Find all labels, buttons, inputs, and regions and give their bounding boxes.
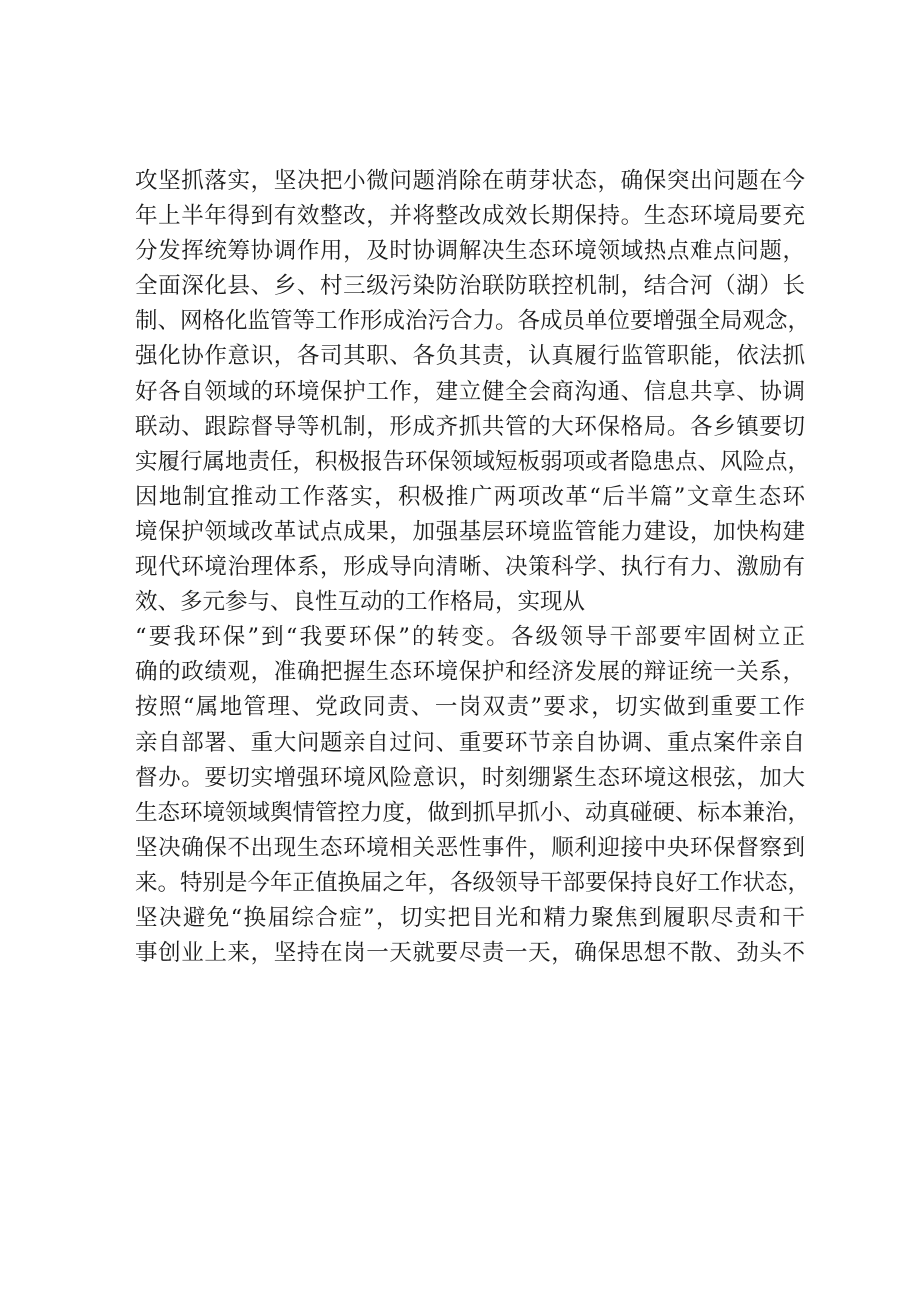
text-line: 因地制宜推动工作落实，积极推广两项改革“后半篇”文章生态环 — [135, 483, 805, 510]
text-line: 来。特别是今年正值换届之年，各级领导干部要保持良好工作状态， — [135, 869, 811, 896]
text-line: 好各自领域的环境保护工作，建立健全会商沟通、信息共享、协调 — [135, 378, 805, 405]
text-line: 实履行属地责任，积极报告环保领域短板弱项或者隐患点、风险点， — [135, 448, 811, 475]
text-line: “要我环保”到“我要环保”的转变。各级领导干部要牢固树立正 — [135, 624, 805, 651]
text-line: 事创业上来，坚持在岗一天就要尽责一天，确保思想不散、劲头不 — [135, 940, 805, 967]
text-line: 坚决避免“换届综合症”，切实把目光和精力聚焦到履职尽责和干 — [135, 904, 805, 931]
text-line: 境保护领域改革试点成果，加强基层环境监管能力建设，加快构建 — [135, 518, 805, 545]
text-line: 确的政绩观，准确把握生态环境保护和经济发展的辩证统一关系， — [135, 659, 805, 686]
text-line: 现代环境治理体系，形成导向清晰、决策科学、执行有力、激励有 — [135, 554, 805, 581]
text-line: 分发挥统筹协调作用，及时协调解决生态环境领域热点难点问题， — [135, 238, 805, 265]
text-line: 全面深化县、乡、村三级污染防治联防联控机制，结合河（湖）长 — [135, 273, 805, 300]
text-line: 攻坚抓落实，坚决把小微问题消除在萌芽状态，确保突出问题在今 — [135, 168, 805, 194]
text-line: 效、多元参与、良性互动的工作格局，实现从 — [135, 589, 586, 616]
text-line: 亲自部署、重大问题亲自过问、重要环节亲自协调、重点案件亲自 — [135, 729, 805, 756]
text-line: 强化协作意识，各司其职、各负其责，认真履行监管职能，依法抓 — [135, 343, 805, 370]
text-line: 制、网格化监管等工作形成治污合力。各成员单位要增强全局观念， — [135, 308, 811, 335]
text-line: 按照“属地管理、党政同责、一岗双责”要求，切实做到重要工作 — [135, 694, 805, 721]
text-line: 联动、跟踪督导等机制，形成齐抓共管的大环保格局。各乡镇要切 — [135, 413, 805, 440]
text-line: 坚决确保不出现生态环境相关恶性事件，顺利迎接中央环保督察到 — [135, 834, 805, 861]
text-line: 生态环境领域舆情管控力度，做到抓早抓小、动真碰硬、标本兼治， — [135, 799, 811, 826]
text-line: 年上半年得到有效整改，并将整改成效长期保持。生态环境局要充 — [135, 203, 805, 230]
body-text — [135, 164, 811, 971]
text-line: 督办。要切实增强环境风险意识，时刻绷紧生态环境这根弦，加大 — [135, 764, 805, 791]
